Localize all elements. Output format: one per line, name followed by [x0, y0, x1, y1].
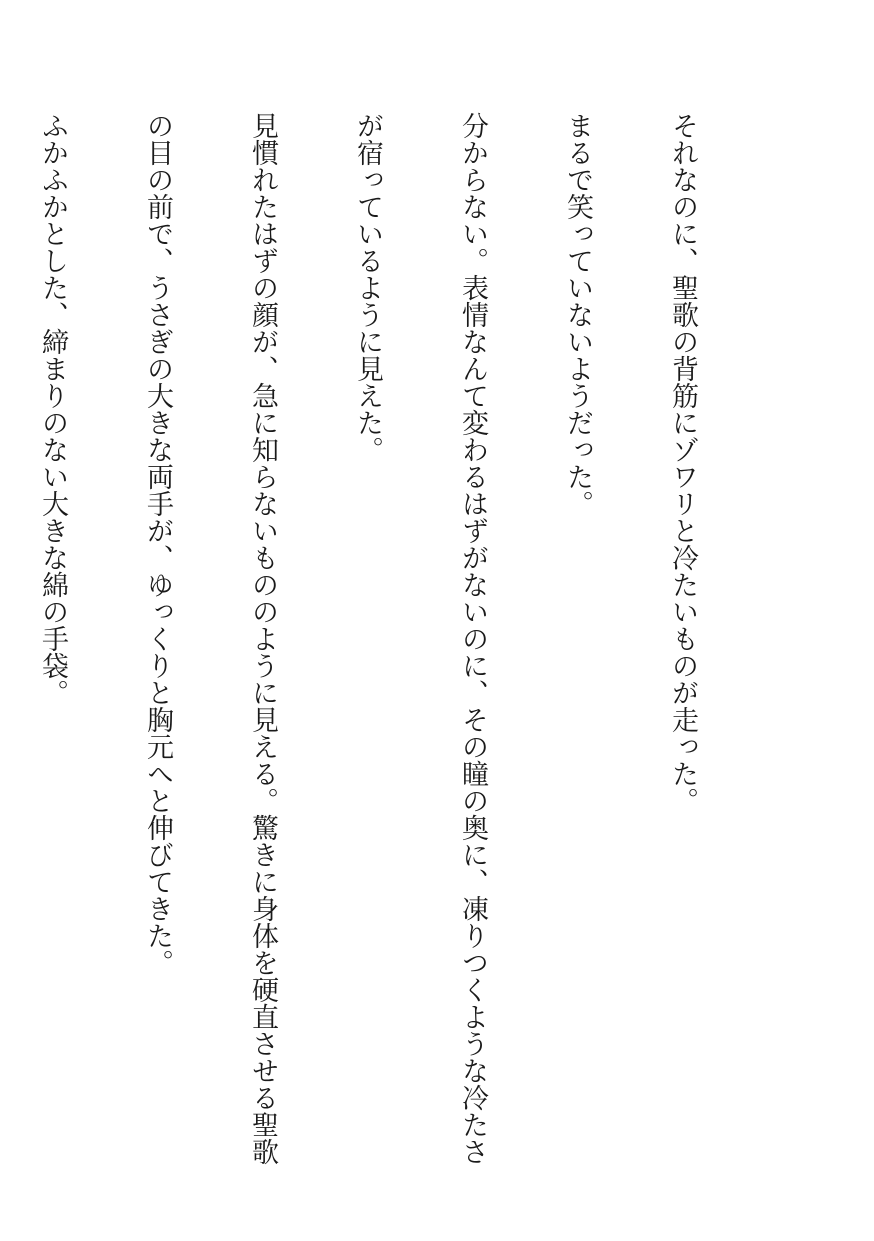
text-line-4: が宿っているように見えた。: [352, 112, 383, 463]
text-line-7: ふかふかとした、締まりのない大きな綿の手袋。: [37, 112, 68, 706]
text-line-6: の目の前で、うさぎの大きな両手が、ゆっくりと胸元へと伸びてきた。: [142, 112, 173, 976]
text-line-5: 見慣れたはずの顔が、急に知らないもののように見える。驚きに身体を硬直させる聖歌: [247, 112, 278, 1165]
text-line-2: まるで笑っていないようだった。: [562, 112, 593, 517]
vertical-text-body: [0, 112, 770, 1172]
text-line-3: 分からない。表情なんて変わるはずがないのに、その瞳の奥に、凍りつくような冷たさ: [457, 112, 488, 1165]
text-line-1: それなのに、聖歌の背筋にゾワリと冷たいものが走った。: [667, 112, 698, 814]
